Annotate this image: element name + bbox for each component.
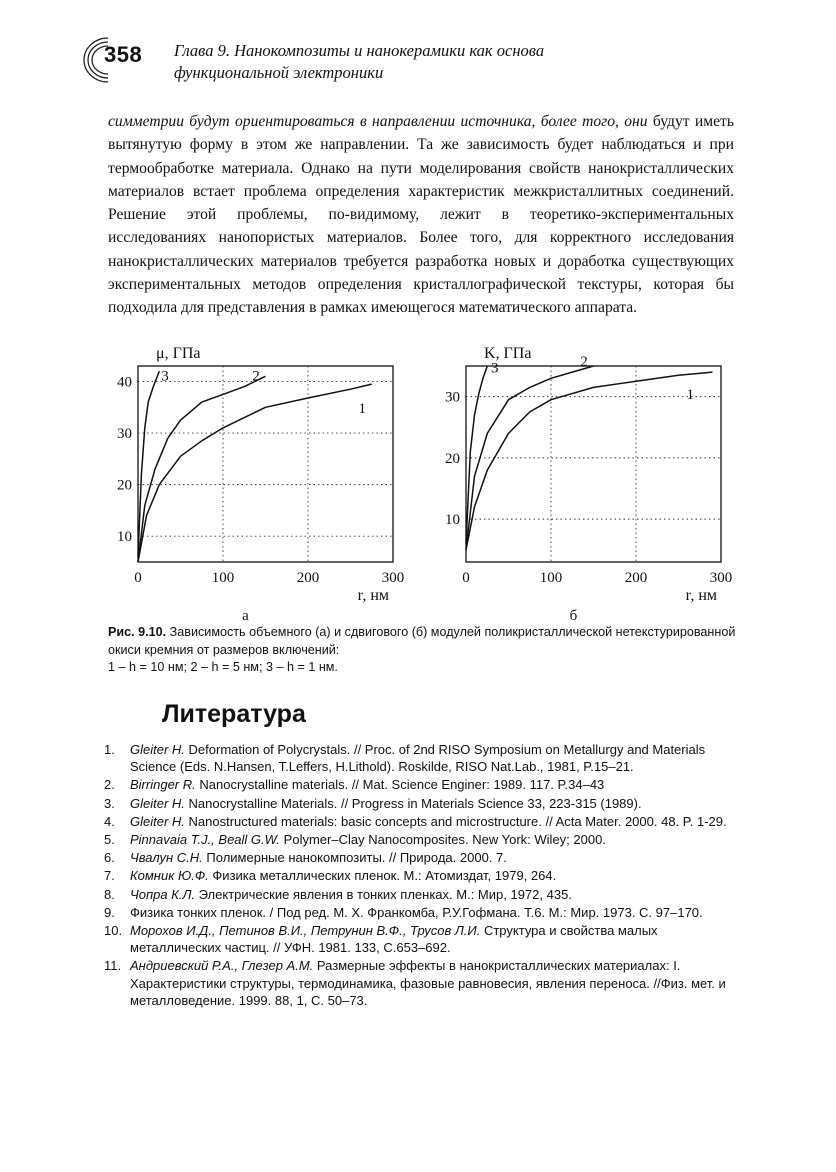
reference-text: Nanocrystalline Materials. // Progress in Materials Science 33, 223-315 (1989). xyxy=(188,795,642,811)
paragraph-text: будут иметь вытянутую форму в этом же направлении. Та же зависимость будет наблюдаться и при термообработке материала. Однако на пути моделирования свойств нанокристаллических материалов встает проблема определения характеристик межкристаллитных соединений. Решение этой проблемы, по-видимому, лежит в теоретико-экспериментальных исследованиях нанопористых материалов. Более того, для корректного исследования нанокристаллических материалов требуется разработка новых и доработка существующих экспериментальных методов определения кристаллографической текстуры, которая бы подходила для представления в рамках имеющегося математического аппарата. xyxy=(108,113,734,317)
x-axis-label: r, нм xyxy=(357,587,389,604)
reference-author: Pinnavaia T.J., Beall G.W. xyxy=(130,832,281,848)
reference-number: 9. xyxy=(104,904,115,920)
y-axis-label: K, ГПа xyxy=(484,345,532,362)
panel-label: б xyxy=(569,608,578,624)
figure-caption xyxy=(108,624,738,677)
reference-item xyxy=(104,904,736,921)
reference-text: Физика тонких пленок. / Под ред. М. Х. Франкомба, Р.У.Гофмана. Т.6. М.: Мир. 1973. С. 97–170. xyxy=(130,904,703,920)
reference-number: 3. xyxy=(104,795,115,811)
y-tick-label: 40 xyxy=(117,374,132,391)
panel-label: а xyxy=(242,608,249,624)
reference-author: Чвалун С.Н. xyxy=(130,850,203,866)
running-title-line-1: Глава 9. Нанокомпозиты и нанокерамики как основа xyxy=(174,41,545,60)
x-tick-label: 300 xyxy=(709,570,733,586)
running-title-line-2: функциональной электроники xyxy=(174,63,384,82)
page-header xyxy=(78,34,778,90)
series-label-3: 3 xyxy=(161,368,169,385)
reference-item xyxy=(104,741,736,775)
chart-a xyxy=(100,338,420,633)
chart-a-svg xyxy=(100,338,420,628)
chart-b xyxy=(428,338,748,633)
paragraph-italic-lead: симметрии будут ориентироваться в направлении источника, более того, они xyxy=(108,113,648,130)
caption-legend: 1 – h = 10 нм; 2 – h = 5 нм; 3 – h = 1 нм. xyxy=(108,660,338,674)
reference-text: Полимерные нанокомпозиты. // Природа. 2000. 7. xyxy=(206,850,507,866)
y-tick-label: 30 xyxy=(117,426,132,443)
caption-text: Зависимость объемного (а) и сдвигового (б) модулей поликристаллической нетекстурированной окиси кремния от размеров включений: xyxy=(108,625,736,657)
reference-item xyxy=(104,886,736,903)
reference-number: 6. xyxy=(104,850,115,866)
x-tick-label: 300 xyxy=(381,570,405,586)
series-line-1 xyxy=(138,384,372,562)
reference-author: Комник Ю.Ф. xyxy=(130,868,209,884)
reference-text: Структура и свойства малых металлических частиц. // УФН. 1981. 133, С.653–692. xyxy=(130,923,658,956)
series-label-1: 1 xyxy=(686,387,694,404)
page-number: 358 xyxy=(104,42,143,67)
series-label-2: 2 xyxy=(580,354,588,371)
y-tick-label: 10 xyxy=(117,529,132,546)
chart-b-svg xyxy=(428,338,748,628)
reference-author: Андриевский Р.А., Глезер А.М. xyxy=(130,958,314,974)
reference-item xyxy=(104,813,736,830)
reference-item xyxy=(104,957,736,1009)
reference-author: Чопра К.Л. xyxy=(130,886,196,902)
y-tick-label: 30 xyxy=(445,389,460,406)
x-axis-label: r, нм xyxy=(685,587,717,604)
reference-list xyxy=(104,741,736,1010)
y-tick-label: 20 xyxy=(445,450,460,467)
y-axis-label: μ, ГПа xyxy=(156,345,201,362)
reference-text: Электрические явления в тонких пленках. М.: Мир, 1972, 435. xyxy=(198,886,572,902)
reference-author: Gleiter H. xyxy=(130,742,185,757)
reference-number: 7. xyxy=(104,868,115,884)
reference-number: 4. xyxy=(104,813,115,829)
x-tick-label: 0 xyxy=(462,570,470,586)
reference-text: Nanocrystalline materials. // Mat. Science Enginer: 1989. 117. P.34–43 xyxy=(199,777,605,793)
reference-item xyxy=(104,831,736,848)
y-tick-label: 20 xyxy=(117,477,132,494)
reference-text: Deformation of Polycrystals. // Proc. of 2nd RISO Symposium on Metallurgy and Materials Science (Eds. N.Hansen, T.Leffers, H.Lithold). Roskilde, RISO Nat.Lab., 1981, P.15–21. xyxy=(130,742,706,775)
reference-text: Размерные эффекты в нанокристаллических материалах: I. Характеристики структуры, термодинамика, фазовые равновесия, явления переноса. //Физ. мет. и металловедение. 1999. 88, 1, С. 50–73. xyxy=(130,958,726,1008)
y-tick-label: 10 xyxy=(445,512,460,529)
series-label-2: 2 xyxy=(252,368,260,385)
reference-number: 8. xyxy=(104,886,115,902)
literature-title: Литература xyxy=(162,700,306,728)
reference-author: Birringer R. xyxy=(130,777,196,793)
reference-text: Физика металлических пленок. М.: Атомиздат, 1979, 264. xyxy=(212,868,557,884)
reference-number: 5. xyxy=(104,832,115,848)
plot-frame xyxy=(466,366,721,562)
reference-text: Polymer–Clay Nanocomposites. New York: Wiley; 2000. xyxy=(283,832,606,848)
x-tick-label: 200 xyxy=(296,570,320,586)
caption-lead: Рис. 9.10. xyxy=(108,625,167,639)
series-line-1 xyxy=(466,372,713,550)
series-line-3 xyxy=(138,371,159,557)
reference-author: Gleiter H. xyxy=(130,795,185,811)
running-title xyxy=(174,40,544,84)
reference-item xyxy=(104,849,736,866)
x-tick-label: 0 xyxy=(134,570,142,586)
reference-item xyxy=(104,795,736,812)
reference-item xyxy=(104,922,736,956)
series-line-2 xyxy=(138,376,266,562)
series-label-1: 1 xyxy=(358,401,366,418)
reference-item xyxy=(104,867,736,884)
reference-text: Nanostructured materials: basic concepts and microstructure. // Acta Mater. 2000. 48. P. 1-29. xyxy=(188,813,727,829)
x-tick-label: 100 xyxy=(539,570,563,586)
x-tick-label: 200 xyxy=(624,570,648,586)
x-tick-label: 100 xyxy=(211,570,235,586)
reference-number: 10. xyxy=(104,923,123,939)
body-paragraph xyxy=(108,110,734,320)
reference-item xyxy=(104,776,736,793)
reference-number: 1. xyxy=(104,742,115,757)
reference-number: 2. xyxy=(104,777,115,793)
reference-author: Gleiter H. xyxy=(130,813,185,829)
reference-author: Морохов И.Д., Петинов В.И., Петрунин В.Ф., Трусов Л.И. xyxy=(130,923,481,939)
series-label-3: 3 xyxy=(491,360,499,377)
plot-frame xyxy=(138,366,393,562)
reference-number: 11. xyxy=(104,958,122,974)
